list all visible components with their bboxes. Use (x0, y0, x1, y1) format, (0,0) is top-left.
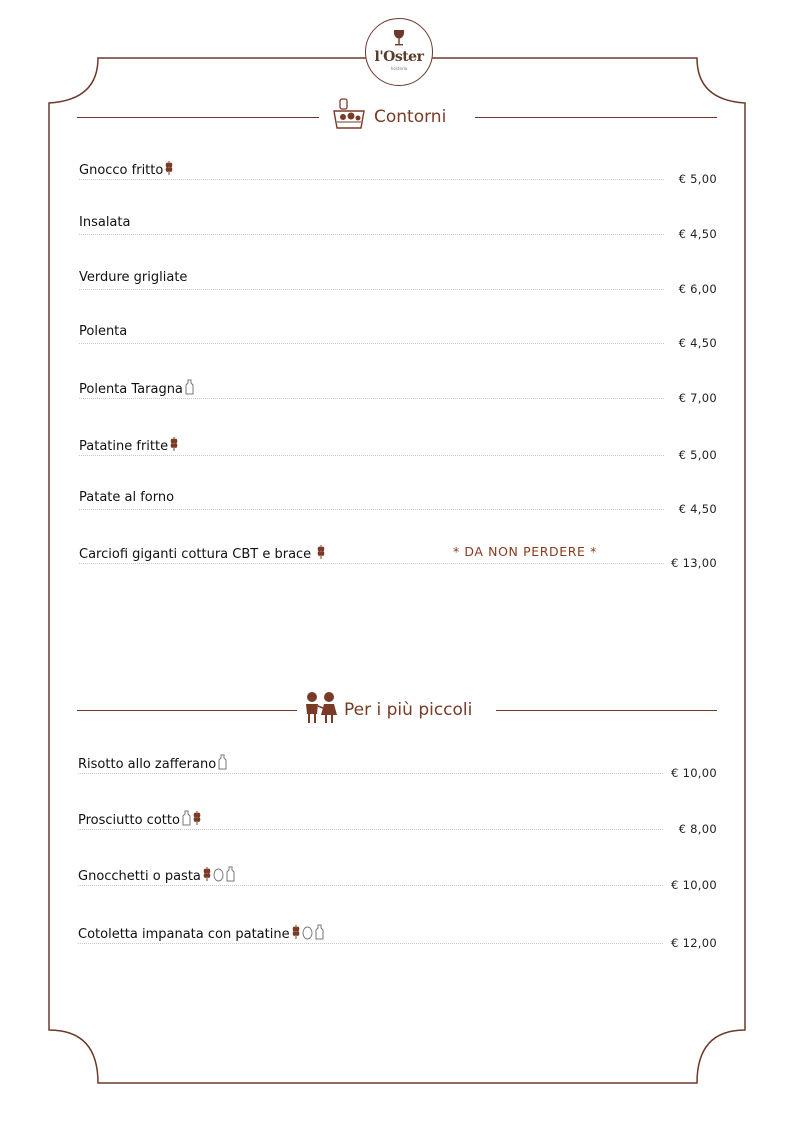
milk-bottle-icon (185, 379, 194, 395)
menu-item (79, 490, 717, 520)
restaurant-logo (365, 18, 433, 86)
item-name (78, 866, 235, 884)
item-name-text: Risotto allo zafferano (78, 757, 217, 772)
item-price: € 8,00 (678, 822, 717, 836)
item-name-text: Gnocchetti o pasta (78, 869, 201, 884)
menu-item (79, 379, 717, 409)
section-header-contorni (77, 103, 717, 133)
food-basket-icon (331, 97, 367, 133)
leader-dots (79, 509, 664, 510)
menu-item (79, 436, 717, 466)
wheat-icon (193, 810, 201, 826)
section-title: Per i più piccoli (344, 700, 473, 720)
wheat-icon (203, 866, 211, 882)
logo-tagline: hosteria (390, 66, 408, 71)
item-name (78, 754, 227, 772)
milk-bottle-icon (315, 924, 324, 940)
wheat-icon (165, 160, 173, 176)
item-price: € 13,00 (671, 556, 717, 570)
children-icon (301, 690, 341, 726)
leader-dots (78, 829, 663, 830)
item-price: € 6,00 (678, 282, 717, 296)
leader-dots (78, 943, 663, 944)
item-name-text: Cotoletta impanata con patatine (78, 927, 290, 942)
leader-dots (79, 398, 664, 399)
header-rule-left (77, 710, 297, 711)
item-price: € 4,50 (678, 227, 717, 241)
item-price: € 5,00 (678, 172, 717, 186)
item-price: € 4,50 (678, 336, 717, 350)
menu-item (79, 324, 717, 354)
menu-item (78, 810, 717, 840)
item-name-text: Carciofi giganti cottura CBT e brace (79, 547, 312, 562)
item-price: € 4,50 (678, 502, 717, 516)
leader-dots (79, 234, 664, 235)
item-price: € 10,00 (671, 766, 717, 780)
item-name-text: Prosciutto cotto (78, 813, 180, 828)
item-name-text: Patatine fritte (79, 439, 169, 454)
item-name (79, 160, 173, 178)
milk-bottle-icon (182, 810, 191, 826)
item-name (79, 436, 178, 454)
wine-glass-icon (390, 29, 408, 47)
header-rule-right (475, 117, 717, 118)
item-name-text: Gnocco fritto (79, 163, 164, 178)
item-name: Polenta (79, 324, 128, 339)
milk-bottle-icon (226, 866, 235, 882)
menu-item (78, 924, 717, 954)
wheat-icon (317, 544, 325, 560)
item-price: € 10,00 (671, 878, 717, 892)
menu-item (78, 754, 717, 784)
milk-bottle-icon (218, 754, 227, 770)
item-name: Insalata (79, 215, 131, 230)
leader-dots (79, 343, 664, 344)
section-title: Contorni (374, 107, 447, 127)
item-name: Verdure grigliate (79, 270, 188, 285)
logo-brand: l'Oster (374, 49, 424, 65)
egg-icon (302, 924, 313, 940)
item-name (79, 379, 194, 397)
egg-icon (213, 866, 224, 882)
menu-item (79, 215, 717, 245)
item-name (78, 924, 324, 942)
leader-dots (79, 455, 664, 456)
item-name (79, 544, 325, 562)
menu-item (79, 160, 717, 190)
header-rule-right (496, 710, 717, 711)
item-price: € 5,00 (678, 448, 717, 462)
highlight-note: * DA NON PERDERE * (453, 544, 597, 559)
menu-item (78, 866, 717, 896)
item-name (78, 810, 201, 828)
header-rule-left (77, 117, 319, 118)
wheat-icon (292, 924, 300, 940)
item-price: € 12,00 (671, 936, 717, 950)
menu-item (79, 544, 717, 574)
leader-dots (78, 773, 663, 774)
leader-dots (78, 885, 663, 886)
leader-dots (79, 289, 664, 290)
item-name: Patate al forno (79, 490, 175, 505)
item-name-text: Polenta Taragna (79, 382, 183, 397)
item-price: € 7,00 (678, 391, 717, 405)
leader-dots (79, 563, 664, 564)
leader-dots (79, 179, 664, 180)
menu-item (79, 270, 717, 300)
wheat-icon (170, 436, 178, 452)
section-header-kids (77, 696, 717, 726)
